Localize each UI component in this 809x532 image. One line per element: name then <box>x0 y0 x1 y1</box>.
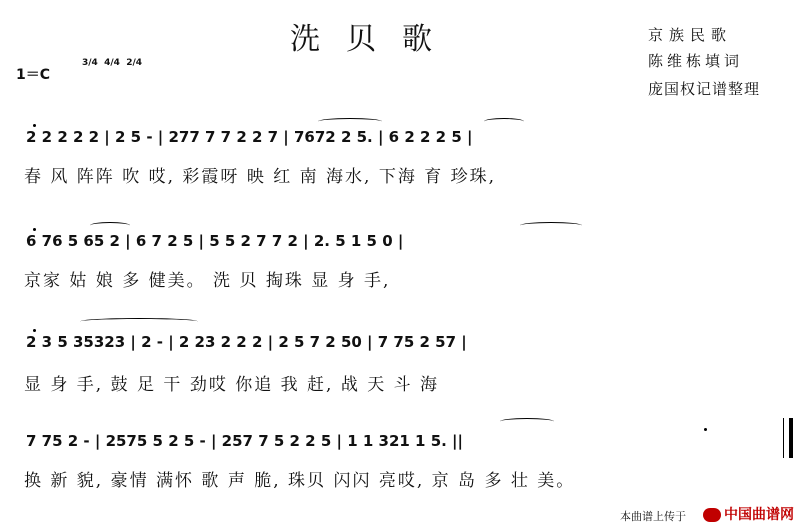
lyrics-row-1: 春 风 阵阵 吹 哎, 彩霞呀 映 红 南 海水, 下海 育 珍珠, <box>24 167 497 187</box>
meter-2: 4/4 <box>104 58 120 68</box>
octave-dot <box>33 329 36 332</box>
credit-arranger: 庞国权记谱整理 <box>648 80 761 98</box>
credit-lyricist: 陈维栋填词 <box>648 52 744 70</box>
octave-dot <box>33 124 36 127</box>
final-barline-thick <box>789 418 793 458</box>
key-signature: 1＝C <box>16 67 51 83</box>
lyrics-row-4: 换 新 貌, 豪情 满怀 歌 声 脆, 珠贝 闪闪 亮哎, 京 岛 多 壮 美。 <box>24 471 576 491</box>
lyrics-row-3: 显 身 手, 鼓 足 干 劲哎 你追 我 赶, 战 天 斗 海 <box>24 375 440 395</box>
octave-dot <box>704 428 707 431</box>
site-logo <box>703 504 794 524</box>
notation-row-4: 7 75 2 - | 2575 5 2 5 - | 257 7 5 2 2 5 | 1 1 321 1 5. || <box>26 432 464 450</box>
slur-arc <box>520 222 582 229</box>
site-logo-text: 中国曲谱网 <box>724 507 794 523</box>
song-title: 洗贝歌 <box>290 22 458 57</box>
meter-3: 2/4 <box>126 58 142 68</box>
slur-arc <box>484 118 524 125</box>
slur-arc <box>80 318 198 325</box>
credit-genre: 京族民歌 <box>648 26 733 44</box>
notation-row-2: 6 76 5 65 2 | 6 7 2 5 | 5 5 2 7 7 2 | 2. 5 1 5 0 | <box>26 232 404 250</box>
meter-1: 3/4 <box>82 58 98 68</box>
upload-note: 本曲谱上传于 <box>620 510 686 523</box>
slur-arc <box>90 222 130 229</box>
slur-arc <box>318 118 382 125</box>
slur-arc <box>500 418 554 425</box>
final-barline-thin <box>783 418 784 458</box>
time-signatures <box>82 58 142 68</box>
lyrics-row-2: 京家 姑 娘 多 健美。 洗 贝 掏珠 显 身 手, <box>24 271 391 291</box>
notation-row-3: 2 3 5 35323 | 2 - | 2 23 2 2 2 | 2 5 7 2 50 | 7 75 2 57 | <box>26 333 467 351</box>
notation-row-1: 2 2 2 2 2 | 2 5 - | 277 7 7 2 2 7 | 7672 2 5. | 6 2 2 2 5 | <box>26 128 473 146</box>
octave-dot <box>33 228 36 231</box>
logo-icon <box>703 508 721 522</box>
